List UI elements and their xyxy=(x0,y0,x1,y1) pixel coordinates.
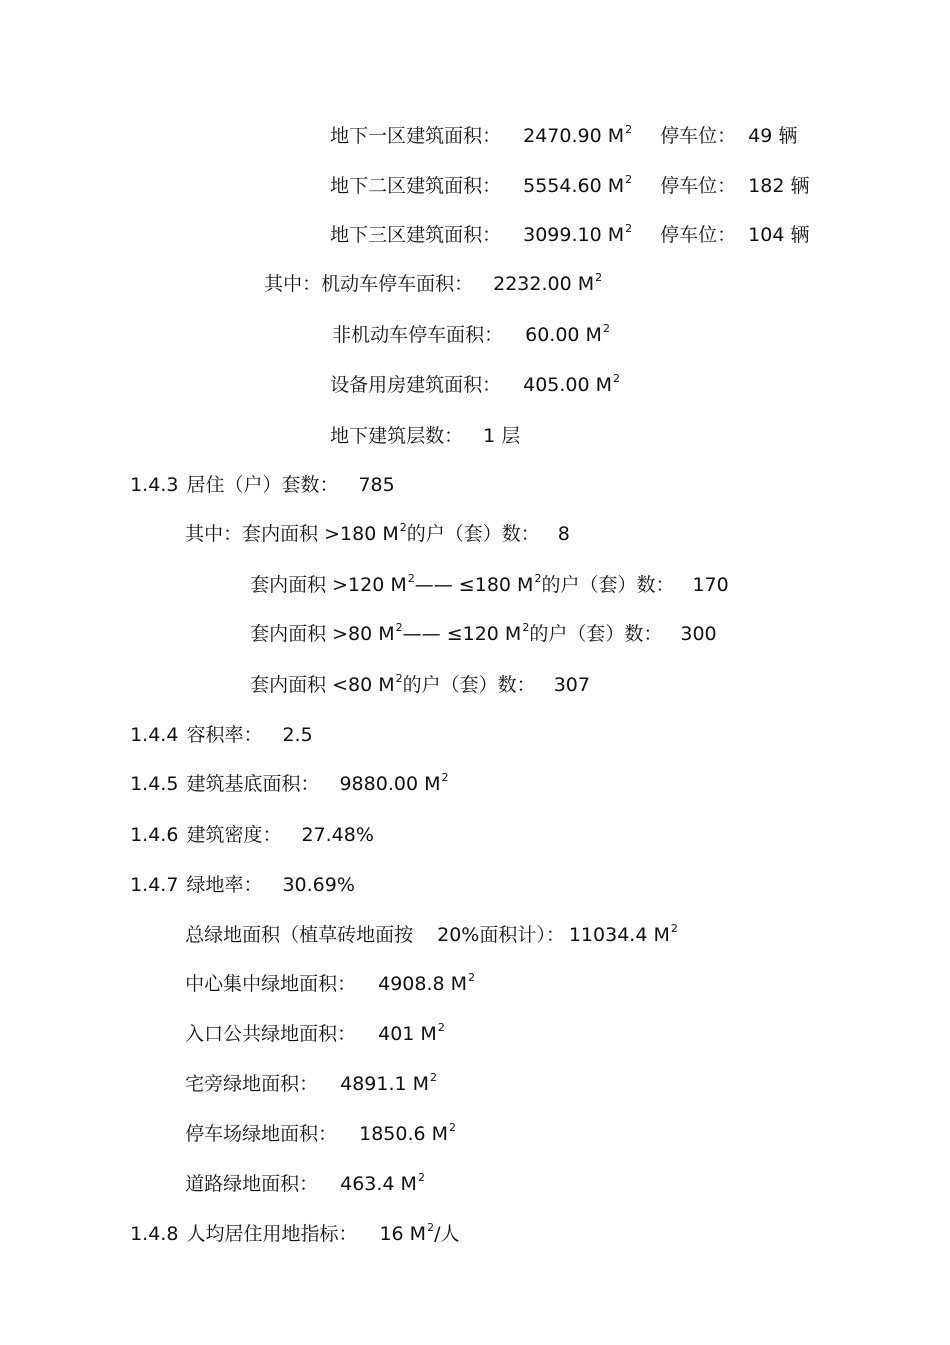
unit-count-value: 300 xyxy=(680,623,717,645)
green-area-value: 1850.6 M xyxy=(359,1123,449,1145)
section-label: 绿地率： xyxy=(186,874,263,896)
zone2-value: 5554.60 M xyxy=(523,175,625,197)
green-area-value: 401 M xyxy=(378,1023,437,1045)
section-label: 建筑密度： xyxy=(186,824,282,846)
section-suffix: /人 xyxy=(434,1223,460,1245)
unit-count-post: 的户（套）数： xyxy=(541,574,675,596)
zone3-row xyxy=(318,199,809,250)
green-area-sup: 2 xyxy=(437,1021,445,1034)
zone1-value: 2470.90 M xyxy=(523,125,625,147)
green-area-value: 463.4 M xyxy=(340,1173,417,1195)
green-area-sup: 2 xyxy=(449,1121,457,1134)
section-1-4-7 xyxy=(118,849,355,897)
green-area-label: 中心集中绿地面积： xyxy=(185,973,357,995)
floors-label: 地下建筑层数： xyxy=(330,425,464,447)
section-value: 16 M xyxy=(379,1223,427,1245)
zone2-row xyxy=(318,150,809,201)
zone2-label: 地下二区建筑面积： xyxy=(330,175,502,197)
green-area-row xyxy=(173,998,445,1049)
section-value: 785 xyxy=(358,474,395,496)
section-value: 30.69% xyxy=(282,874,355,896)
section-number: 1.4.3 xyxy=(130,474,179,496)
section-1-4-4 xyxy=(118,699,313,747)
unit-count-post: 的户（套）数： xyxy=(406,523,540,545)
nonmotor-parking-label: 非机动车停车面积： xyxy=(332,324,504,346)
section-sup: 2 xyxy=(441,771,449,784)
unit-count-pre: 其中：套内面积 >180 M xyxy=(185,523,399,545)
motor-parking-row xyxy=(252,248,602,299)
green-area-total-row xyxy=(173,899,678,950)
equipment-value: 405.00 M xyxy=(523,374,613,396)
zone3-parking-label: 停车位： xyxy=(660,224,737,246)
section-number: 1.4.8 xyxy=(130,1223,179,1245)
section-label: 容积率： xyxy=(186,724,263,746)
section-1-4-5 xyxy=(118,748,448,799)
section-label: 人均居住用地指标： xyxy=(186,1223,358,1245)
unit-count-pre: 套内面积 >120 M xyxy=(250,574,407,596)
green-area-label2: 20%面积计）： xyxy=(437,924,565,946)
unit-count-value: 307 xyxy=(553,674,590,696)
floors-value: 1 层 xyxy=(483,425,521,447)
motor-parking-value: 2232.00 M xyxy=(493,273,595,295)
equipment-label: 设备用房建筑面积： xyxy=(330,374,502,396)
green-area-row xyxy=(173,1098,456,1149)
green-area-label: 停车场绿地面积： xyxy=(185,1123,338,1145)
green-area-sup: 2 xyxy=(430,1071,438,1084)
unit-count-pre: 套内面积 <80 M xyxy=(250,674,395,696)
unit-count-row xyxy=(238,549,729,600)
green-area-label: 宅旁绿地面积： xyxy=(185,1073,319,1095)
unit-count-sup: 2 xyxy=(399,521,407,534)
unit-count-sup: 2 xyxy=(522,621,530,634)
zone3-value: 3099.10 M xyxy=(523,224,625,246)
green-area-sup: 2 xyxy=(670,922,678,935)
section-number: 1.4.7 xyxy=(130,874,179,896)
zone1-label: 地下一区建筑面积： xyxy=(330,125,502,147)
green-area-value: 11034.4 M xyxy=(568,924,670,946)
unit-count-row xyxy=(238,598,717,649)
floors-row xyxy=(318,400,520,448)
zone1-sup: 2 xyxy=(625,123,633,136)
nonmotor-parking-value: 60.00 M xyxy=(525,324,602,346)
equipment-sup: 2 xyxy=(613,372,621,385)
motor-parking-sup: 2 xyxy=(595,271,603,284)
unit-count-post: 的户（套）数： xyxy=(529,623,663,645)
green-area-sup: 2 xyxy=(417,1171,425,1184)
unit-count-post: 的户（套）数： xyxy=(402,674,536,696)
unit-count-mid: —— ≤120 M xyxy=(402,623,522,645)
green-area-row xyxy=(173,948,475,999)
unit-count-sup: 2 xyxy=(395,621,403,634)
zone1-parking-label: 停车位： xyxy=(660,125,737,147)
green-area-value: 4908.8 M xyxy=(378,973,468,995)
unit-count-row xyxy=(173,498,570,549)
zone2-parking-value: 182 辆 xyxy=(748,175,810,197)
equipment-row xyxy=(318,349,620,400)
green-area-label: 总绿地面积（植草砖地面按 xyxy=(185,924,414,946)
green-area-value: 4891.1 M xyxy=(340,1073,430,1095)
section-1-4-8 xyxy=(118,1198,459,1249)
section-number: 1.4.4 xyxy=(130,724,179,746)
zone1-row xyxy=(318,100,797,151)
nonmotor-parking-row xyxy=(320,299,610,350)
unit-count-value: 170 xyxy=(692,574,729,596)
unit-count-pre: 套内面积 >80 M xyxy=(250,623,395,645)
section-number: 1.4.6 xyxy=(130,824,179,846)
section-label: 建筑基底面积： xyxy=(186,773,320,795)
unit-count-sup: 2 xyxy=(395,672,403,685)
zone3-label: 地下三区建筑面积： xyxy=(330,224,502,246)
section-value: 27.48% xyxy=(301,824,374,846)
zone3-sup: 2 xyxy=(625,222,633,235)
unit-count-row xyxy=(238,649,590,700)
green-area-label: 入口公共绿地面积： xyxy=(185,1023,357,1045)
unit-count-mid: —— ≤180 M xyxy=(414,574,534,596)
unit-count-sup: 2 xyxy=(534,572,542,585)
zone2-parking-label: 停车位： xyxy=(660,175,737,197)
nonmotor-parking-sup: 2 xyxy=(602,322,610,335)
green-area-row xyxy=(173,1148,425,1199)
section-1-4-3 xyxy=(118,449,395,497)
unit-count-value: 8 xyxy=(557,523,570,545)
zone1-parking-value: 49 辆 xyxy=(748,125,798,147)
section-1-4-6 xyxy=(118,799,374,847)
unit-count-sup: 2 xyxy=(407,572,415,585)
section-value: 9880.00 M xyxy=(339,773,441,795)
green-area-label: 道路绿地面积： xyxy=(185,1173,319,1195)
section-label: 居住（户）套数： xyxy=(186,474,339,496)
section-number: 1.4.5 xyxy=(130,773,179,795)
green-area-row xyxy=(173,1048,437,1099)
motor-parking-label: 其中：机动车停车面积： xyxy=(264,273,474,295)
green-area-sup: 2 xyxy=(468,971,476,984)
zone2-sup: 2 xyxy=(625,173,633,186)
section-value: 2.5 xyxy=(282,724,313,746)
section-sup: 2 xyxy=(427,1221,435,1234)
zone3-parking-value: 104 辆 xyxy=(748,224,810,246)
